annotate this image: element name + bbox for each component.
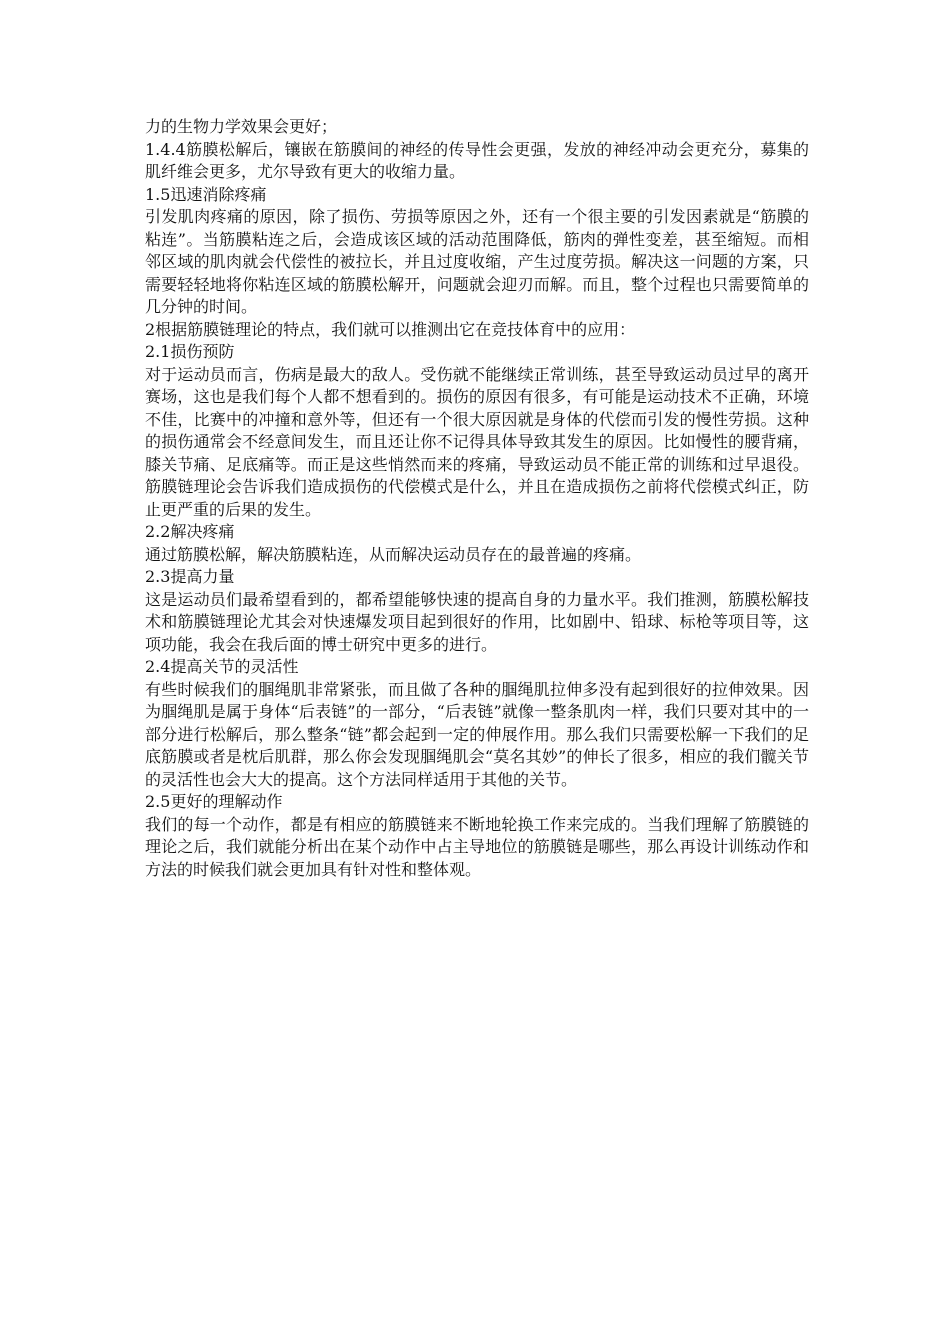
- paragraph-1-5-body: 引发肌肉疼痛的原因，除了损伤、劳损等原因之外，还有一个很主要的引发因素就是“筋膜的粘连”。当筋膜粘连之后，会造成该区域的活动范围降低，筋肉的弹性变差，甚至缩短。而相邻区域的肌肉就会代偿性的被拉长，并且过度收缩，产生过度劳损。解决这一问题的方案，只需要轻轻地将你粘连区域的筋膜松解开，问题就会迎刃而解。而且，整个过程也只需要简单的几分钟的时间。: [145, 207, 809, 316]
- paragraph-2-1-body: 对于运动员而言，伤病是最大的敌人。受伤就不能继续正常训练，甚至导致运动员过早的离开赛场，这也是我们每个人都不想看到的。损伤的原因有很多，有可能是运动技术不正确，环境不佳，比赛中的冲撞和意外等，但还有一个很大原因就是身体的代偿而引发的慢性劳损。这种的损伤通常会不经意间发生，而且还让你不记得具体导致其发生的原因。比如慢性的腰背痛，膝关节痛、足底痛等。而正是这些悄然而来的疼痛，导致运动员不能正常的训练和过早退役。筋膜链理论会告诉我们造成损伤的代偿模式是什么，并且在造成损伤之前将代偿模式纠正，防止更严重的后果的发生。: [145, 364, 809, 519]
- document-body: [145, 116, 809, 881]
- paragraph-continuation: 力的生物力学效果会更好；: [145, 117, 338, 136]
- heading-2-1: 2.1损伤预防: [145, 342, 235, 361]
- paragraph-2-3-body: 这是运动员们最希望看到的，都希望能够快速的提高自身的力量水平。我们推测，筋膜松解技术和筋膜链理论尤其会对快速爆发项目起到很好的作用，比如剧中、铅球、标枪等项目等，这项功能，我会在我后面的博士研究中更多的进行。: [145, 589, 809, 654]
- paragraph-2-4-body: 有些时候我们的腘绳肌非常紧张，而且做了各种的腘绳肌拉伸多没有起到很好的拉伸效果。因为腘绳肌是属于身体“后表链”的一部分，“后表链”就像一整条肌肉一样，我们只要对其中的一部分进行松解后，那么整条“链”都会起到一定的伸展作用。那么我们只需要松解一下我们的足底筋膜或者是枕后肌群，那么你会发现腘绳肌会“莫名其妙”的伸长了很多，相应的我们髋关节的灵活性也会大大的提高。这个方法同样适用于其他的关节。: [145, 679, 809, 789]
- paragraph-1-4-4: 1.4.4筋膜松解后，镶嵌在筋膜间的神经的传导性会更强，发放的神经冲动会更充分，募集的肌纤维会更多，尤尔导致有更大的收缩力量。: [145, 139, 809, 181]
- heading-2-4: 2.4提高关节的灵活性: [145, 657, 299, 676]
- paragraph-2-2-body: 通过筋膜松解，解决筋膜粘连，从而解决运动员存在的最普遍的疼痛。: [145, 544, 642, 564]
- paragraph-2-intro: 2根据筋膜链理论的特点，我们就可以推测出它在竞技体育中的应用：: [145, 319, 636, 339]
- heading-2-5: 2.5更好的理解动作: [145, 792, 283, 811]
- heading-2-3: 2.3提高力量: [145, 567, 235, 586]
- paragraph-2-5-body: 我们的每一个动作，都是有相应的筋膜链来不断地轮换工作来完成的。当我们理解了筋膜链的理论之后，我们就能分析出在某个动作中占主导地位的筋膜链是哪些，那么再设计训练动作和方法的时候我们就会更加具有针对性和整体观。: [145, 814, 809, 879]
- heading-2-2: 2.2解决疼痛: [145, 522, 235, 541]
- heading-1-5: 1.5迅速消除疼痛: [145, 184, 267, 204]
